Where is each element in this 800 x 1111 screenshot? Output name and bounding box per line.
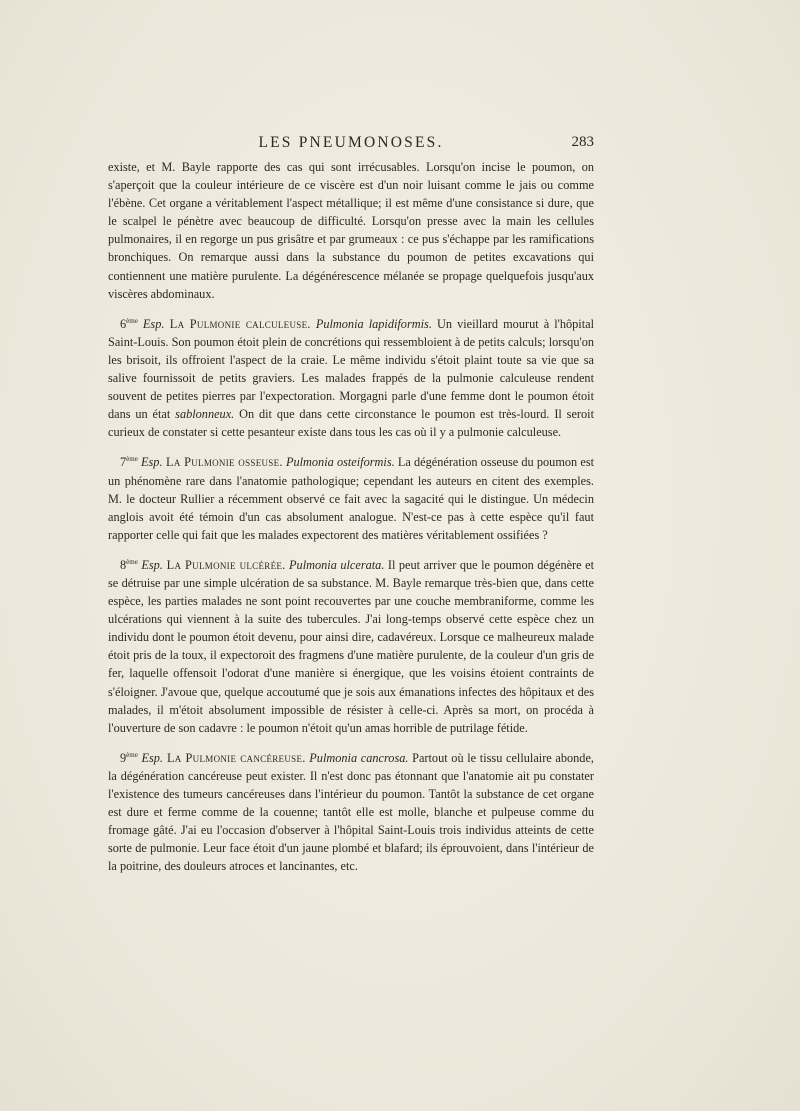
italic-text: Esp. xyxy=(137,455,163,470)
species-heading: La Pulmonie osseuse. xyxy=(162,455,283,470)
text-run: Un vieillard mourut à l'hôpital Saint-Louis. Son poumon étoit plein de concrétions qui ressembloient à de petits calculs; lorsqu'on les brisoit, ils offroient l'aspect de la craie. Le même individu s'étoit plaint toute sa vie que sa salive fournissoit de petits graviers. Les malades frappés de la pulmonie calculeuse rendent souvent de petites pierres par l'expectoration. Morgagni parle d'une femme dont le poumon étoit dans un état xyxy=(108,316,595,422)
paragraph-species-7 xyxy=(108,453,594,543)
text-run: La dégénération osseuse du poumon est un phénomène rare dans l'anatomie pathologique; cependant les auteurs en citent des exemples. M. le docteur Rullier a récemment observé ce fait avec la sagacité qui le distingue. Un médecin anglois avoit été témoin d'un cas absolument analogue. N'est-ce pas à cette espèce qu'il faut rapporter celle qui fait que les malades expectorent des matières véritablement ossifiées ? xyxy=(108,455,595,542)
paragraph-species-8 xyxy=(108,556,594,737)
italic-text: sablonneux. xyxy=(175,407,235,422)
italic-text: Pulmonia ulcerata. xyxy=(285,557,385,572)
species-heading: La Pulmonie cancéreuse. xyxy=(163,750,306,765)
ordinal-suffix: ème xyxy=(126,557,138,566)
text-run: 9 xyxy=(120,750,127,765)
page-number: 283 xyxy=(571,134,594,150)
text-run: 8 xyxy=(120,557,127,572)
ordinal-suffix: ème xyxy=(126,316,138,325)
ordinal-suffix: ème xyxy=(126,455,138,464)
italic-text: Esp. xyxy=(137,557,163,572)
text-run: 7 xyxy=(120,455,127,470)
ordinal-suffix: ème xyxy=(126,750,138,759)
italic-text: Esp. xyxy=(137,316,165,331)
text-run: On dit que dans cette circonstance le poumon est très-lourd. Il seroit curieux de constater si cette pesanteur existe dans tous les cas où il y a pulmonie calculeuse. xyxy=(108,407,595,440)
species-heading: La Pulmonie ulcérée. xyxy=(162,557,286,572)
text-run: Partout où le tissu cellulaire abonde, la dégénération cancéreuse peut exister. Il n'est donc pas étonnant que l'anatomie ait pu constater l'existence des tumeurs cancéreuses dans l'intérieur du poumon. Tantôt la substance de cet organe est dure et ferme comme de la couenne; tantôt elle est molle, blanche et pulpeuse comme du fromage gâté. J'ai eu l'occasion d'observer à l'hôpital Saint-Louis trois individus atteints de cette sorte de pulmonie. Leur face étoit d'un jaune plombé et blafard; ils éprouvoient, dans l'intérieur de la poitrine, des douleurs atroces et lancinantes, etc. xyxy=(108,750,594,874)
text-run: 6 xyxy=(120,316,127,331)
species-heading: La Pulmonie calculeuse. xyxy=(164,316,311,331)
paragraph-species-9 xyxy=(108,749,594,876)
text-run: Il peut arriver que le poumon dégénère et se détruise par une simple ulcération de sa substance. M. Bayle remarque très-bien que, dans cette espèce, les parties malades ne sont point recouvertes par une couche membraniforme, comme les ulcérations qui viennent à la suite des tubercules. J'ai long-temps observé cette espèce chez un individu dont le poumon étoit devenu, pour ainsi dire, cadavéreux. Lorsque ce malheureux malade étoit pris de la toux, il expectoroit des fragmens d'une matière purulente, de la couleur d'un gris de fer, laquelle offensoit l'odorat d'une manière si énergique, que les voisins étoient contraints de s'éloigner. J'avoue que, quelque accoutumé que je sois aux émanations infectes des hôpitaux et des malades, il m'étoit absolument impossible de résister à celle-ci. Après sa mort, on procéda à l'ouverture de son cadavre : le poumon n'étoit qu'un amas horrible de putrilage fétide. xyxy=(108,557,594,735)
text-run: existe, et M. Bayle rapporte des cas qui sont irrécusables. Lorsqu'on incise le poumon, on s'aperçoit que la couleur intérieure de ce viscère est d'un noir luisant comme le jais ou comme l'ébène. Cet organe a véritablement l'aspect métallique; il est même d'une consistance si dure, que le scalpel le pénètre avec beaucoup de difficulté. Lorsqu'on presse avec la main les cellules pulmonaires, il en regorge un pus grisâtre et par grumeaux : ce pus s'échappe par les ramifications bronchiques. On remarque aussi dans la substance du poumon de petites excavations qui contiennent une matière purulente. La dégénérescence mélanée se propage quelquefois jusqu'aux viscères abdominaux. xyxy=(108,160,594,301)
paragraph-species-6 xyxy=(108,315,594,442)
italic-text: Esp. xyxy=(137,750,164,765)
running-head xyxy=(108,134,594,154)
page-title: LES PNEUMONOSES. xyxy=(258,134,444,151)
italic-text: Pulmonia lapidiformis. xyxy=(310,316,432,331)
italic-text: Pulmonia cancrosa. xyxy=(305,750,409,765)
paragraph-continued xyxy=(108,158,594,303)
italic-text: Pulmonia osteiformis. xyxy=(282,455,395,470)
body-text xyxy=(108,158,594,875)
